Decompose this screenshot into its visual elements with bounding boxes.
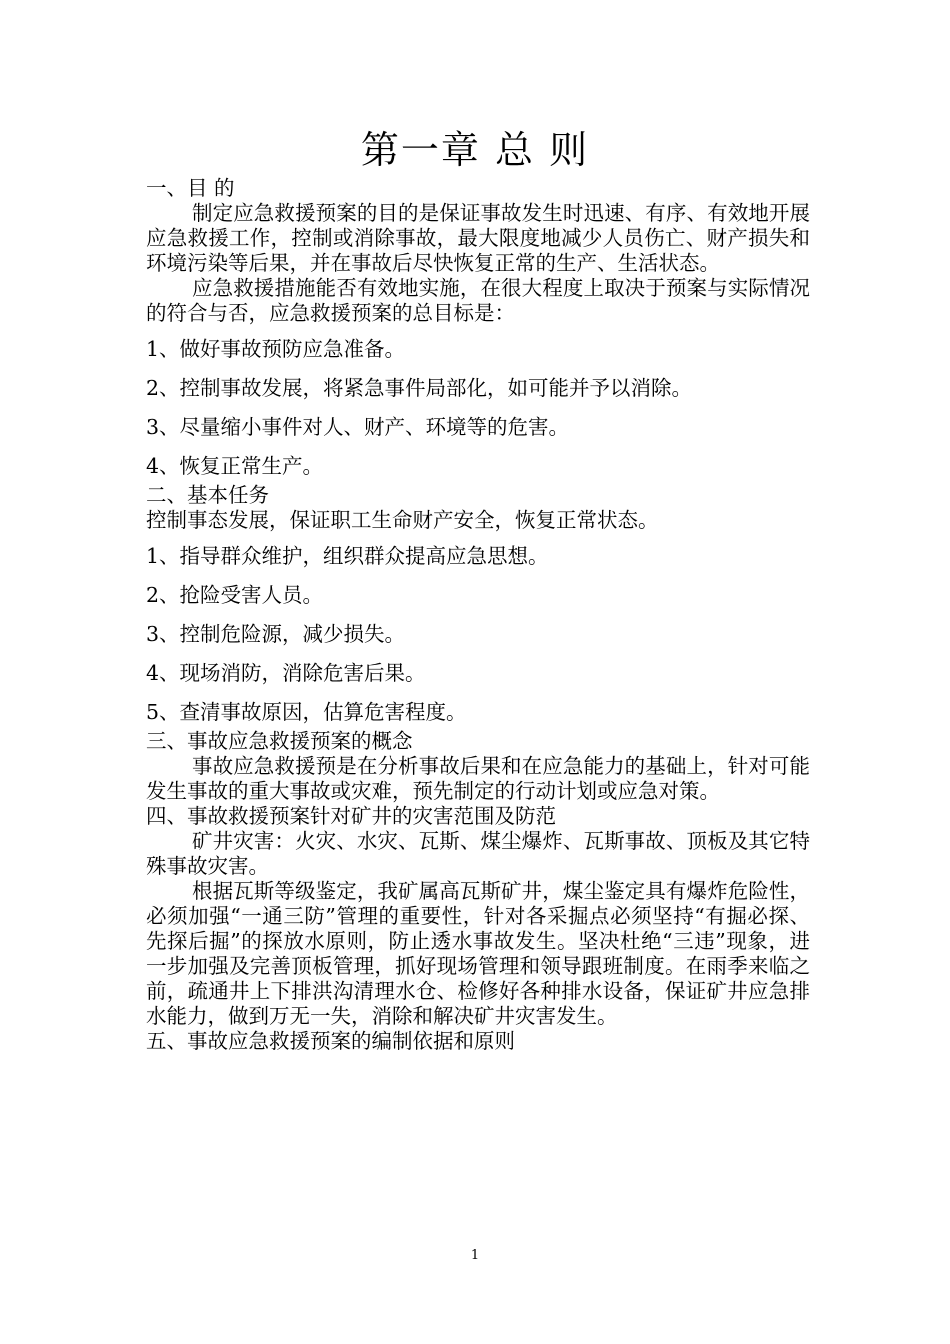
list-item: 1、指导群众维护，组织群众提高应急思想。 bbox=[146, 544, 549, 568]
section-heading-tasks: 二、基本任务 bbox=[146, 483, 269, 507]
section-heading-scope: 四、事故救援预案针对矿井的灾害范围及防范 bbox=[146, 804, 556, 828]
paragraph: 控制事态发展，保证职工生命财产安全，恢复正常状态。 bbox=[146, 508, 659, 532]
section-heading-concept: 三、事故应急救援预案的概念 bbox=[146, 729, 413, 753]
paragraph: 制定应急救援预案的目的是保证事故发生时迅速、有序、有效地开展应急救援工作，控制或消除事故，最大限度地减少人员伤亡、财产损失和环境污染等后果，并在事故后尽快恢复正常的生产、生活状态。 bbox=[146, 201, 810, 275]
list-item: 4、现场消防，消除危害后果。 bbox=[146, 661, 426, 685]
list-item: 4、恢复正常生产。 bbox=[146, 454, 324, 478]
paragraph: 根据瓦斯等级鉴定，我矿属高瓦斯矿井，煤尘鉴定具有爆炸危险性，必须加强“一通三防”管理的重要性，针对各采掘点必须坚持“有掘必探、先探后掘”的探放水原则，防止透水事故发生。坚决杜绝“三违”现象，进一步加强及完善顶板管理，抓好现场管理和领导跟班制度。在雨季来临之前，疏通井上下排洪沟清理水仓、检修好各种排水设备，保证矿井应急排水能力，做到万无一失，消除和解决矿井灾害发生。 bbox=[146, 879, 810, 1028]
paragraph: 矿井灾害：火灾、水灾、瓦斯、煤尘爆炸、瓦斯事故、顶板及其它特殊事故灾害。 bbox=[146, 829, 810, 878]
paragraph: 事故应急救援预是在分析事故后果和在应急能力的基础上，针对可能发生事故的重大事故或灾难，预先制定的行动计划或应急对策。 bbox=[146, 754, 810, 803]
section-heading-basis: 五、事故应急救援预案的编制依据和原则 bbox=[146, 1029, 515, 1053]
list-item: 3、尽量缩小事件对人、财产、环境等的危害。 bbox=[146, 415, 570, 439]
list-item: 3、控制危险源，减少损失。 bbox=[146, 622, 406, 646]
list-item: 2、抢险受害人员。 bbox=[146, 583, 324, 607]
chapter-title: 第一章 总 则 bbox=[360, 128, 590, 172]
page-number: 1 bbox=[470, 1248, 480, 1263]
list-item: 2、控制事故发展，将紧急事件局部化，如可能并予以消除。 bbox=[146, 376, 693, 400]
list-item: 1、做好事故预防应急准备。 bbox=[146, 337, 406, 361]
paragraph: 应急救援措施能否有效地实施，在很大程度上取决于预案与实际情况的符合与否，应急救援预案的总目标是： bbox=[146, 276, 810, 325]
document-body bbox=[146, 176, 810, 1054]
section-heading-purpose: 一、目 的 bbox=[146, 176, 235, 200]
list-item: 5、查清事故原因，估算危害程度。 bbox=[146, 700, 467, 724]
